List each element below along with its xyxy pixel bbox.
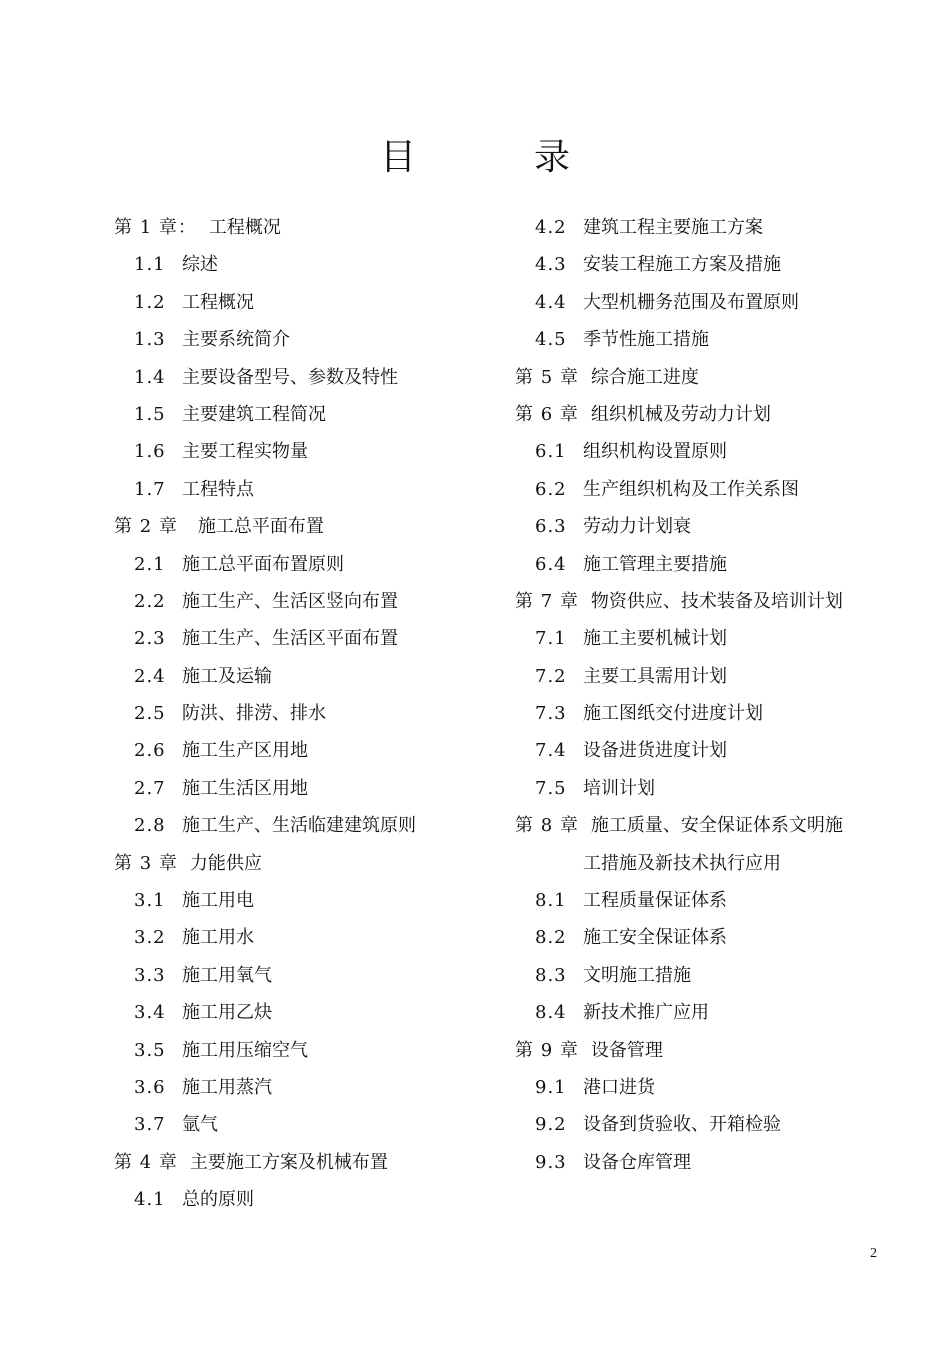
toc-entry-number: 1.7 (134, 478, 166, 500)
toc-entry-title: 施工管理主要措施 (583, 553, 727, 575)
toc-section-entry[interactable] (515, 919, 915, 956)
toc-entry-number: 4.2 (535, 217, 567, 238)
toc-entry-title: 培训计划 (583, 777, 655, 799)
toc-section-entry[interactable] (114, 433, 514, 470)
toc-section-entry[interactable] (114, 770, 514, 807)
toc-chapter-entry[interactable] (114, 845, 514, 882)
toc-entry-number: 4.3 (535, 254, 567, 276)
toc-entry-number: 8.1 (535, 890, 567, 912)
toc-entry-title: 主要工具需用计划 (583, 665, 727, 687)
toc-entry-number: 7.5 (535, 777, 567, 799)
toc-entry-number: 6.4 (535, 553, 567, 575)
toc-entry-title: 工程质量保证体系 (583, 890, 727, 912)
toc-entry-title: 建筑工程主要施工方案 (583, 217, 763, 238)
toc-section-entry[interactable] (114, 919, 514, 956)
toc-section-entry[interactable] (114, 882, 514, 919)
toc-section-entry[interactable] (515, 1144, 915, 1181)
toc-entry-title: 大型机栅务范围及布置原则 (583, 291, 799, 313)
toc-entry-title: 施工生产、生活临建建筑原则 (182, 815, 416, 837)
toc-chapter-entry[interactable] (515, 1032, 915, 1069)
toc-entry-title: 主要建筑工程简况 (182, 403, 326, 425)
toc-entry-number: 7.1 (535, 628, 567, 650)
toc-section-entry[interactable] (114, 246, 514, 283)
toc-section-entry[interactable] (114, 1069, 514, 1106)
toc-section-entry[interactable] (114, 695, 514, 732)
toc-entry-title: 施工生产、生活区平面布置 (182, 628, 398, 650)
toc-entry-number: 第 6 章 (515, 403, 579, 425)
toc-section-entry[interactable] (114, 546, 514, 583)
toc-entry-number: 1.3 (134, 329, 166, 351)
toc-chapter-entry[interactable] (515, 359, 915, 396)
toc-entry-number: 4.4 (535, 291, 567, 313)
toc-entry-number: 6.2 (535, 478, 567, 500)
toc-entry-number: 6.1 (535, 441, 567, 463)
toc-entry-number: 2.6 (134, 740, 166, 762)
toc-entry-number: 3.6 (134, 1076, 166, 1098)
toc-entry-number: 2.5 (134, 703, 166, 725)
toc-section-entry[interactable] (515, 658, 915, 695)
title-char-1: 目 (379, 137, 416, 178)
toc-entry-title: 生产组织机构及工作关系图 (583, 478, 799, 500)
toc-section-entry[interactable] (114, 471, 514, 508)
toc-entry-number: 7.4 (535, 740, 567, 762)
toc-chapter-entry[interactable] (114, 508, 514, 545)
toc-entry-title: 施工用压缩空气 (182, 1039, 308, 1061)
toc-entry-title: 施工用蒸汽 (182, 1076, 272, 1098)
toc-section-entry[interactable] (515, 882, 915, 919)
toc-entry-title: 施工及运输 (182, 665, 272, 687)
toc-section-entry[interactable] (515, 209, 915, 246)
toc-entry-title: 主要工程实物量 (182, 441, 308, 463)
toc-entry-title: 文明施工措施 (583, 964, 691, 986)
toc-section-entry[interactable] (114, 396, 514, 433)
toc-chapter-entry[interactable] (114, 1144, 514, 1181)
toc-section-entry[interactable] (114, 807, 514, 844)
toc-entry-number: 7.3 (535, 703, 567, 725)
toc-entry-number: 9.1 (535, 1076, 567, 1098)
toc-entry-continuation[interactable] (515, 845, 915, 882)
toc-section-entry[interactable] (515, 508, 915, 545)
toc-entry-title: 组织机构设置原则 (583, 441, 727, 463)
toc-section-entry[interactable] (114, 321, 514, 358)
toc-entry-title: 施工用电 (182, 890, 254, 912)
toc-entry-number: 3.7 (134, 1114, 166, 1136)
toc-entry-title: 施工总平面布置 (197, 516, 324, 538)
toc-entry-number: 9.3 (535, 1151, 567, 1173)
toc-entry-title: 施工图纸交付进度计划 (583, 703, 763, 725)
toc-entry-number: 7.2 (535, 665, 567, 687)
toc-entry-title: 力能供应 (189, 852, 262, 874)
toc-section-entry[interactable] (114, 994, 514, 1031)
toc-right-column (515, 209, 915, 1181)
toc-entry-title: 组织机械及劳动力计划 (590, 403, 771, 425)
toc-section-entry[interactable] (114, 1032, 514, 1069)
toc-entry-number: 8.3 (535, 964, 567, 986)
toc-section-entry[interactable] (515, 732, 915, 769)
toc-chapter-entry[interactable] (515, 807, 915, 844)
toc-entry-title: 防洪、排涝、排水 (182, 703, 326, 725)
toc-entry-title: 主要设备型号、参数及特性 (182, 366, 398, 388)
toc-entry-title: 季节性施工措施 (583, 329, 709, 351)
toc-entry-title: 主要施工方案及机械布置 (189, 1151, 388, 1173)
toc-entry-number: 2.4 (134, 665, 166, 687)
toc-entry-number: 第 8 章 (515, 815, 579, 837)
toc-entry-number: 8.2 (535, 927, 567, 949)
toc-entry-number: 3.2 (134, 927, 166, 949)
toc-entry-title: 施工用水 (182, 927, 254, 949)
toc-chapter-entry[interactable] (114, 209, 514, 246)
toc-entry-title: 施工用乙炔 (182, 1002, 272, 1024)
toc-entry-title: 设备到货验收、开箱检验 (583, 1114, 781, 1136)
toc-section-entry[interactable] (515, 546, 915, 583)
toc-entry-number: 1.5 (134, 403, 166, 425)
toc-entry-number: 3.5 (134, 1039, 166, 1061)
toc-left-column (114, 209, 514, 1219)
title-char-2: 录 (534, 137, 571, 178)
toc-section-entry[interactable] (114, 1181, 514, 1218)
toc-section-entry[interactable] (114, 658, 514, 695)
toc-section-entry[interactable] (515, 957, 915, 994)
toc-entry-title: 劳动力计划衰 (583, 516, 691, 538)
toc-chapter-entry[interactable] (515, 396, 915, 433)
toc-entry-title: 施工生产、生活区竖向布置 (182, 590, 398, 612)
toc-section-entry[interactable] (515, 994, 915, 1031)
toc-entry-title: 施工生产区用地 (182, 740, 308, 762)
toc-entry-number: 2.2 (134, 590, 166, 612)
toc-entry-number: 3.3 (134, 964, 166, 986)
toc-section-entry[interactable] (515, 695, 915, 732)
toc-entry-title: 工程概况 (182, 291, 254, 313)
toc-section-entry[interactable] (515, 433, 915, 470)
toc-entry-number: 2.8 (134, 815, 166, 837)
toc-entry-number: 8.4 (535, 1002, 567, 1024)
toc-entry-title: 物资供应、技术装备及培训计划 (590, 590, 843, 612)
toc-chapter-entry[interactable] (515, 583, 915, 620)
toc-entry-number: 1.1 (134, 254, 166, 276)
toc-section-entry[interactable] (114, 957, 514, 994)
toc-section-entry[interactable] (515, 321, 915, 358)
toc-entry-number: 4.5 (535, 329, 567, 351)
toc-entry-number: 第 2 章 (114, 516, 178, 538)
toc-entry-number: 2.7 (134, 777, 166, 799)
toc-entry-number: 第 9 章 (515, 1039, 579, 1061)
toc-section-entry[interactable] (114, 359, 514, 396)
toc-entry-title: 施工总平面布置原则 (182, 553, 344, 575)
toc-entry-number: 第 1 章： (114, 217, 197, 238)
toc-entry-title: 设备管理 (590, 1039, 663, 1061)
toc-entry-title: 施工安全保证体系 (583, 927, 727, 949)
toc-entry-number: 4.1 (134, 1189, 166, 1211)
toc-entry-title: 工措施及新技术执行应用 (583, 852, 781, 874)
toc-entry-title: 新技术推广应用 (583, 1002, 709, 1024)
toc-entry-number: 3.1 (134, 890, 166, 912)
toc-section-entry[interactable] (515, 620, 915, 657)
toc-entry-number: 2.3 (134, 628, 166, 650)
toc-section-entry[interactable] (515, 770, 915, 807)
toc-entry-title: 安装工程施工方案及措施 (583, 254, 781, 276)
toc-entry-number: 1.6 (134, 441, 166, 463)
toc-section-entry[interactable] (114, 284, 514, 321)
toc-entry-number: 第 4 章 (114, 1151, 178, 1173)
toc-entry-title: 工程概况 (208, 217, 281, 238)
toc-entry-title: 设备仓库管理 (583, 1151, 691, 1173)
toc-entry-title: 施工主要机械计划 (583, 628, 727, 650)
toc-entry-title: 总的原则 (182, 1189, 254, 1211)
toc-section-entry[interactable] (114, 583, 514, 620)
page-number: 2 (870, 1246, 877, 1261)
toc-entry-number: 2.1 (134, 553, 166, 575)
toc-section-entry[interactable] (515, 1069, 915, 1106)
toc-entry-title: 施工质量、安全保证体系文明施 (590, 815, 843, 837)
toc-entry-title: 工程特点 (182, 478, 254, 500)
toc-entry-number: 1.2 (134, 291, 166, 313)
toc-entry-title: 港口进货 (583, 1076, 655, 1098)
toc-entry-title: 综合施工进度 (590, 366, 699, 388)
toc-entry-number: 6.3 (535, 516, 567, 538)
toc-entry-title: 设备进货进度计划 (583, 740, 727, 762)
toc-section-entry[interactable] (515, 1106, 915, 1143)
toc-entry-number: 3.4 (134, 1002, 166, 1024)
toc-entry-title: 施工用氧气 (182, 964, 272, 986)
page-title (0, 136, 950, 180)
toc-entry-number: 9.2 (535, 1114, 567, 1136)
toc-section-entry[interactable] (114, 732, 514, 769)
toc-section-entry[interactable] (515, 471, 915, 508)
toc-entry-title: 综述 (182, 254, 218, 276)
toc-section-entry[interactable] (515, 246, 915, 283)
toc-entry-number: 第 7 章 (515, 590, 579, 612)
toc-entry-number: 1.4 (134, 366, 166, 388)
toc-entry-number: 第 3 章 (114, 852, 178, 874)
toc-entry-title: 氩气 (182, 1114, 218, 1136)
toc-entry-title: 主要系统简介 (182, 329, 290, 351)
toc-section-entry[interactable] (114, 620, 514, 657)
toc-section-entry[interactable] (114, 1106, 514, 1143)
toc-entry-number: 第 5 章 (515, 366, 579, 388)
toc-entry-title: 施工生活区用地 (182, 777, 308, 799)
toc-section-entry[interactable] (515, 284, 915, 321)
